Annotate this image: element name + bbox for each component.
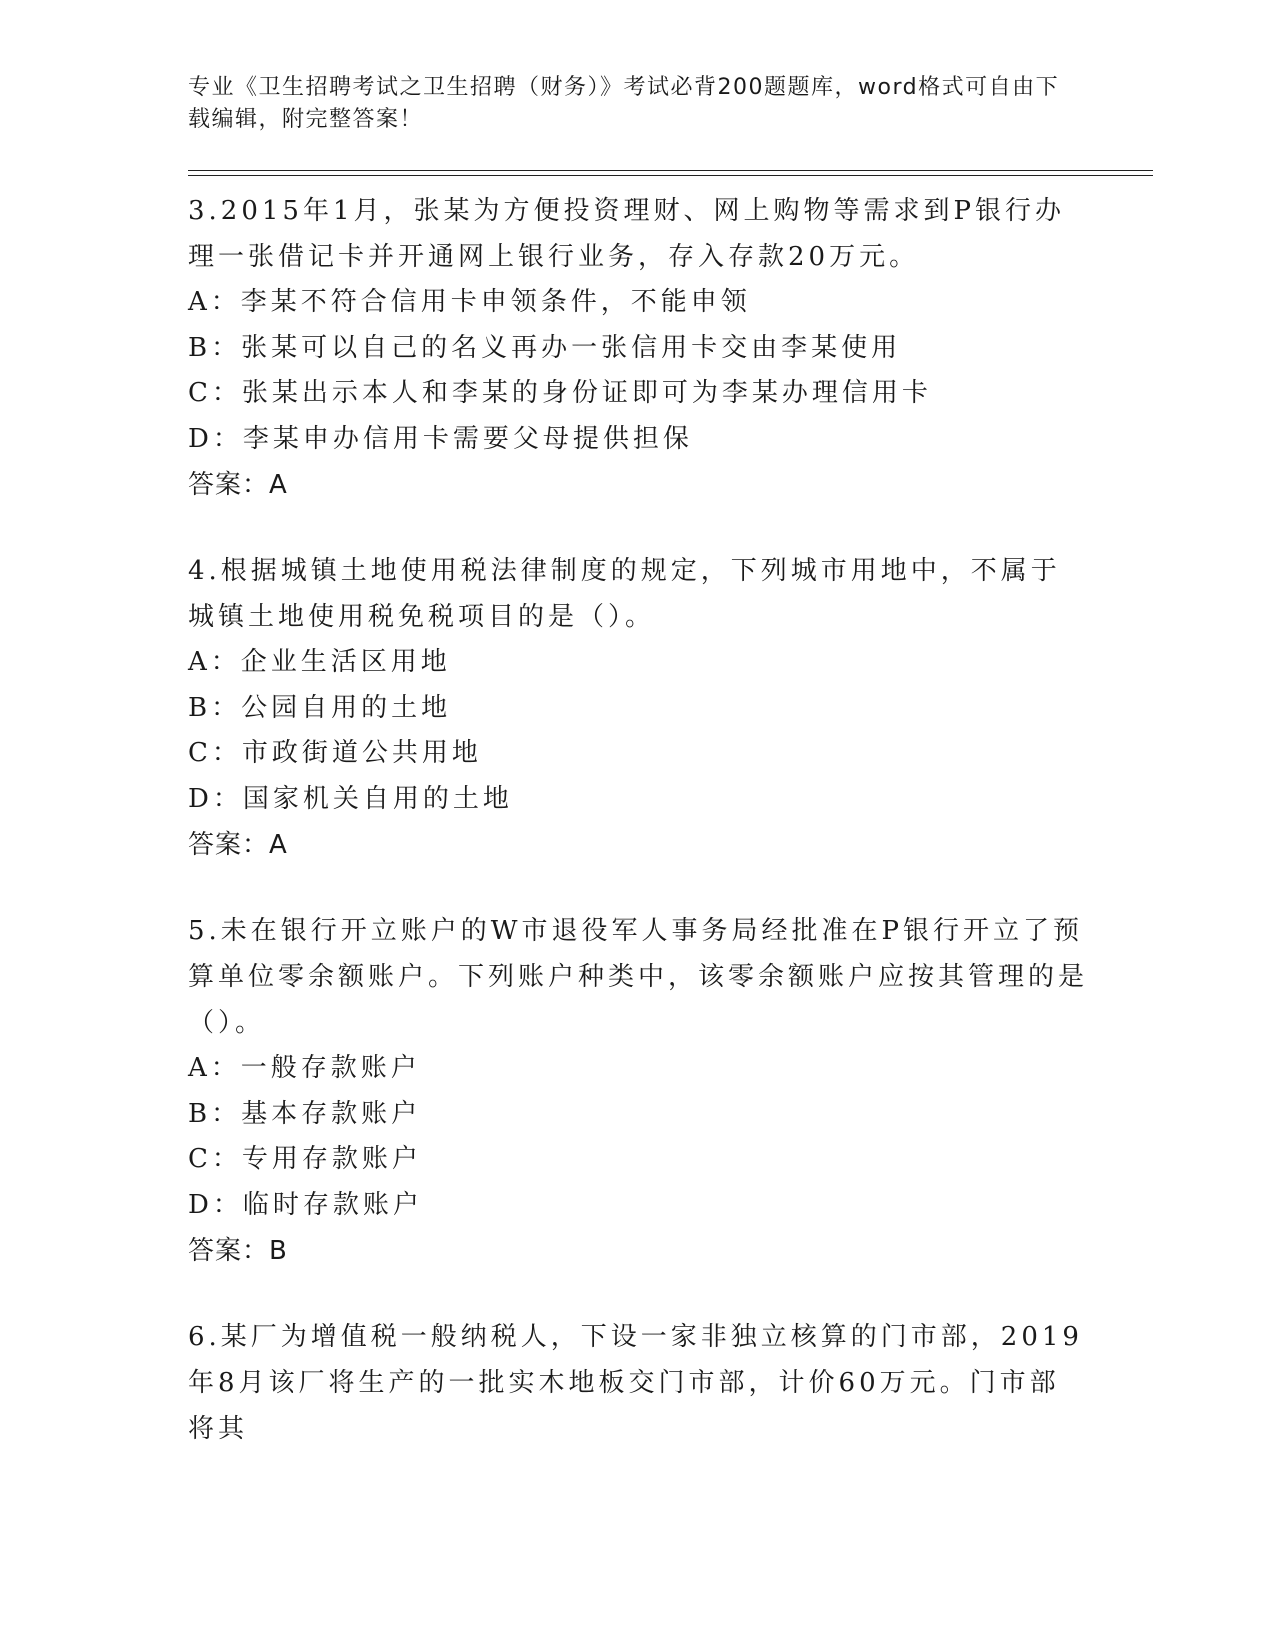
option-b: B：公园自用的土地 <box>188 692 452 723</box>
question-4 <box>188 548 1088 868</box>
option-b: B：张某可以自己的名义再办一张信用卡交由李某使用 <box>188 332 902 363</box>
question-stem: 6.某厂为增值税一般纳税人，下设一家非独立核算的门市部，2019年8月该厂将生产的一批实木地板交门市部，计价60万元。门市部将其 <box>188 1322 1083 1444</box>
option-a: A：企业生活区用地 <box>188 647 451 677</box>
answer-line: 答案：A <box>188 830 288 860</box>
option-c: C：专用存款账户 <box>188 1144 422 1174</box>
question-stem: 3.2015年1月，张某为方便投资理财、网上购物等需求到P银行办理一张借记卡并开通网上银行业务，存入存款20万元。 <box>188 196 1066 272</box>
option-a: A：李某不符合信用卡申领条件，不能申领 <box>188 287 751 317</box>
answer-line: 答案：A <box>188 470 288 500</box>
header-divider-top <box>188 170 1153 171</box>
answer-line: 答案：B <box>188 1236 288 1266</box>
option-d: D：国家机关自用的土地 <box>188 783 513 814</box>
header-title: 专业《卫生招聘考试之卫生招聘（财务）》考试必背200题题库，word格式可自由下载编辑，附完整答案！ <box>188 75 1060 132</box>
option-a: A：一般存款账户 <box>188 1053 421 1083</box>
question-list <box>188 188 1088 1492</box>
question-3 <box>188 188 1088 508</box>
option-b: B：基本存款账户 <box>188 1098 422 1129</box>
option-c: C：张某出示本人和李某的身份证即可为李某办理信用卡 <box>188 378 932 408</box>
document-header <box>188 72 1068 136</box>
option-d: D：临时存款账户 <box>188 1189 423 1220</box>
question-stem: 5.未在银行开立账户的W市退役军人事务局经批准在P银行开立了预算单位零余额账户。下列账户种类中，该零余额账户应按其管理的是（）。 <box>188 916 1089 1038</box>
question-stem: 4.根据城镇土地使用税法律制度的规定，下列城市用地中，不属于城镇土地使用税免税项目的是（）。 <box>188 556 1061 632</box>
option-d: D：李某申办信用卡需要父母提供担保 <box>188 423 693 454</box>
header-divider-bottom <box>188 175 1153 176</box>
question-5 <box>188 908 1088 1274</box>
question-6 <box>188 1314 1088 1452</box>
option-c: C：市政街道公共用地 <box>188 738 482 768</box>
